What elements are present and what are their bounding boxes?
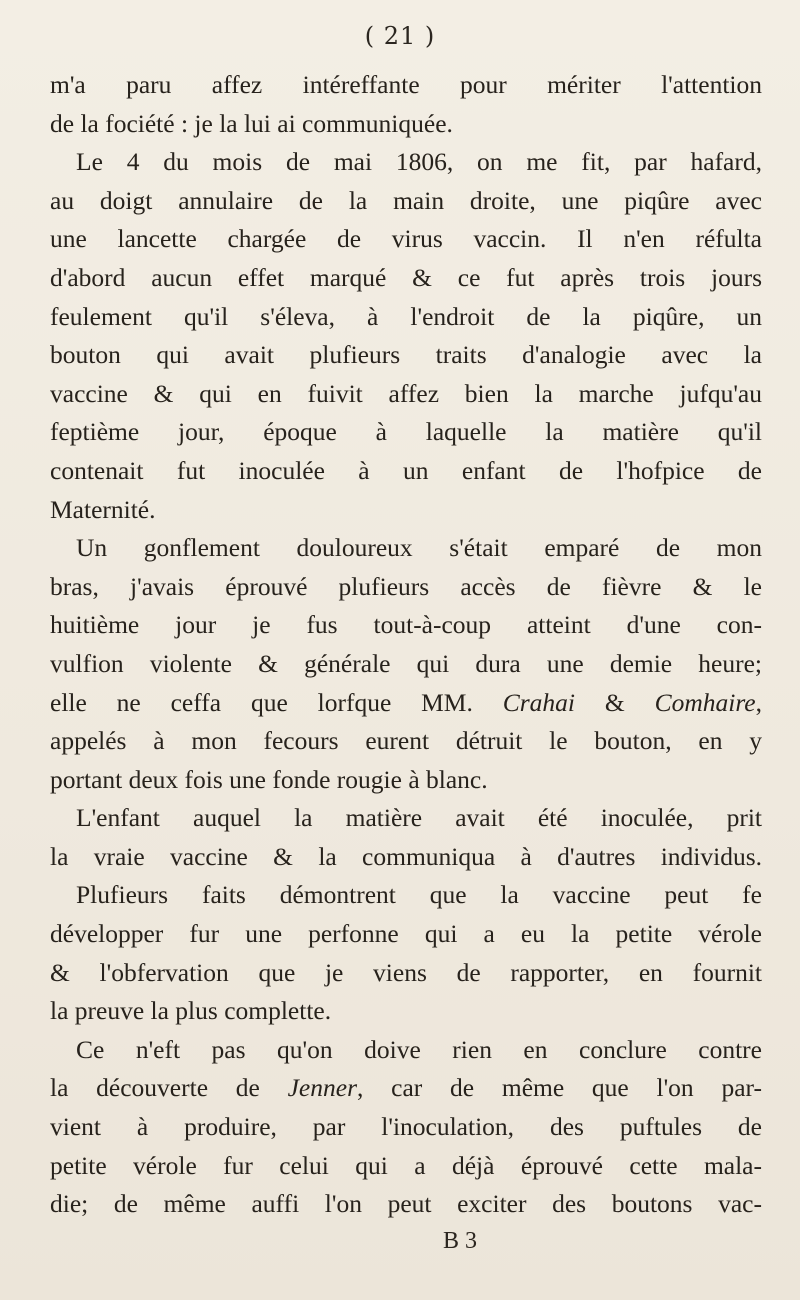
text-line: feptième jour, époque à laquelle la matière qu'il (50, 417, 762, 447)
text-line: Un gonflement douloureux s'était emparé de mon (76, 533, 762, 563)
text-line: une lancette chargée de virus vaccin. Il n'en réfulta (50, 224, 762, 254)
person-name: Crahai (502, 687, 575, 717)
text-line: huitième jour je fus tout-à-coup atteint d'une con- (50, 610, 762, 640)
person-name: Jenner (287, 1073, 357, 1103)
text-line: développer fur une perfonne qui a eu la petite vérole (50, 919, 762, 949)
text-line: Ce n'eft pas qu'on doive rien en conclure contre (76, 1034, 762, 1064)
text-line-with-name (50, 1069, 762, 1108)
person-name: Comhaire (654, 687, 756, 717)
text-line: la preuve la plus complette. (50, 996, 332, 1026)
text-fragment: , car de même que l'on par- (357, 1073, 762, 1103)
text-line: m'a paru affez intéreffante pour mériter l'attention (50, 70, 762, 99)
page-number: ( 21 ) (364, 22, 436, 50)
text-line-with-names (50, 684, 762, 723)
text-line: bras, j'avais éprouvé plufieurs accès de fièvre & le (50, 571, 762, 601)
text-line: & l'obfervation que je viens de rapporter, en fournit (50, 957, 762, 987)
signature-mark: B 3 (442, 1228, 477, 1254)
text-line: die; de même auffi l'on peut exciter des boutons vac- (50, 1189, 762, 1219)
body-text (50, 66, 762, 1224)
text-line: petite vérole fur celui qui a déjà éprouvé cette mala- (50, 1150, 762, 1180)
text-fragment: elle ne ceffa que lorfque MM. (50, 687, 503, 717)
text-line: feulement qu'il s'éleva, à l'endroit de la piqûre, un (50, 301, 762, 331)
text-line: L'enfant auquel la matière avait été inoculée, prit (76, 803, 762, 833)
text-fragment: , (755, 687, 762, 717)
text-line: d'abord aucun effet marqué & ce fut après trois jours (50, 262, 762, 292)
text-line: Maternité. (50, 494, 156, 524)
text-line: contenait fut inoculée à un enfant de l'hofpice de (50, 455, 762, 485)
text-line: de la fociété : je la lui ai communiquée. (50, 108, 453, 138)
text-line: vient à produire, par l'inoculation, des puftules de (50, 1112, 762, 1142)
text-line: Le 4 du mois de mai 1806, on me fit, par hafard, (76, 147, 762, 177)
text-line: bouton qui avait plufieurs traits d'analogie avec la (50, 340, 762, 370)
text-line: vaccine & qui en fuivit affez bien la marche jufqu'au (50, 378, 762, 408)
text-line: Plufieurs faits démontrent que la vaccine peut fe (76, 880, 762, 910)
text-fragment: la découverte de (50, 1073, 288, 1103)
text-line: appelés à mon fecours eurent détruit le bouton, en y (50, 726, 762, 756)
text-line: vulfion violente & générale qui dura une demie heure; (50, 648, 762, 678)
text-line: la vraie vaccine & la communiqua à d'autres individus. (50, 841, 762, 871)
text-fragment: & (575, 687, 655, 717)
text-line: au doigt annulaire de la main droite, une piqûre avec (50, 185, 762, 215)
text-line: portant deux fois une fonde rougie à blanc. (50, 764, 488, 794)
